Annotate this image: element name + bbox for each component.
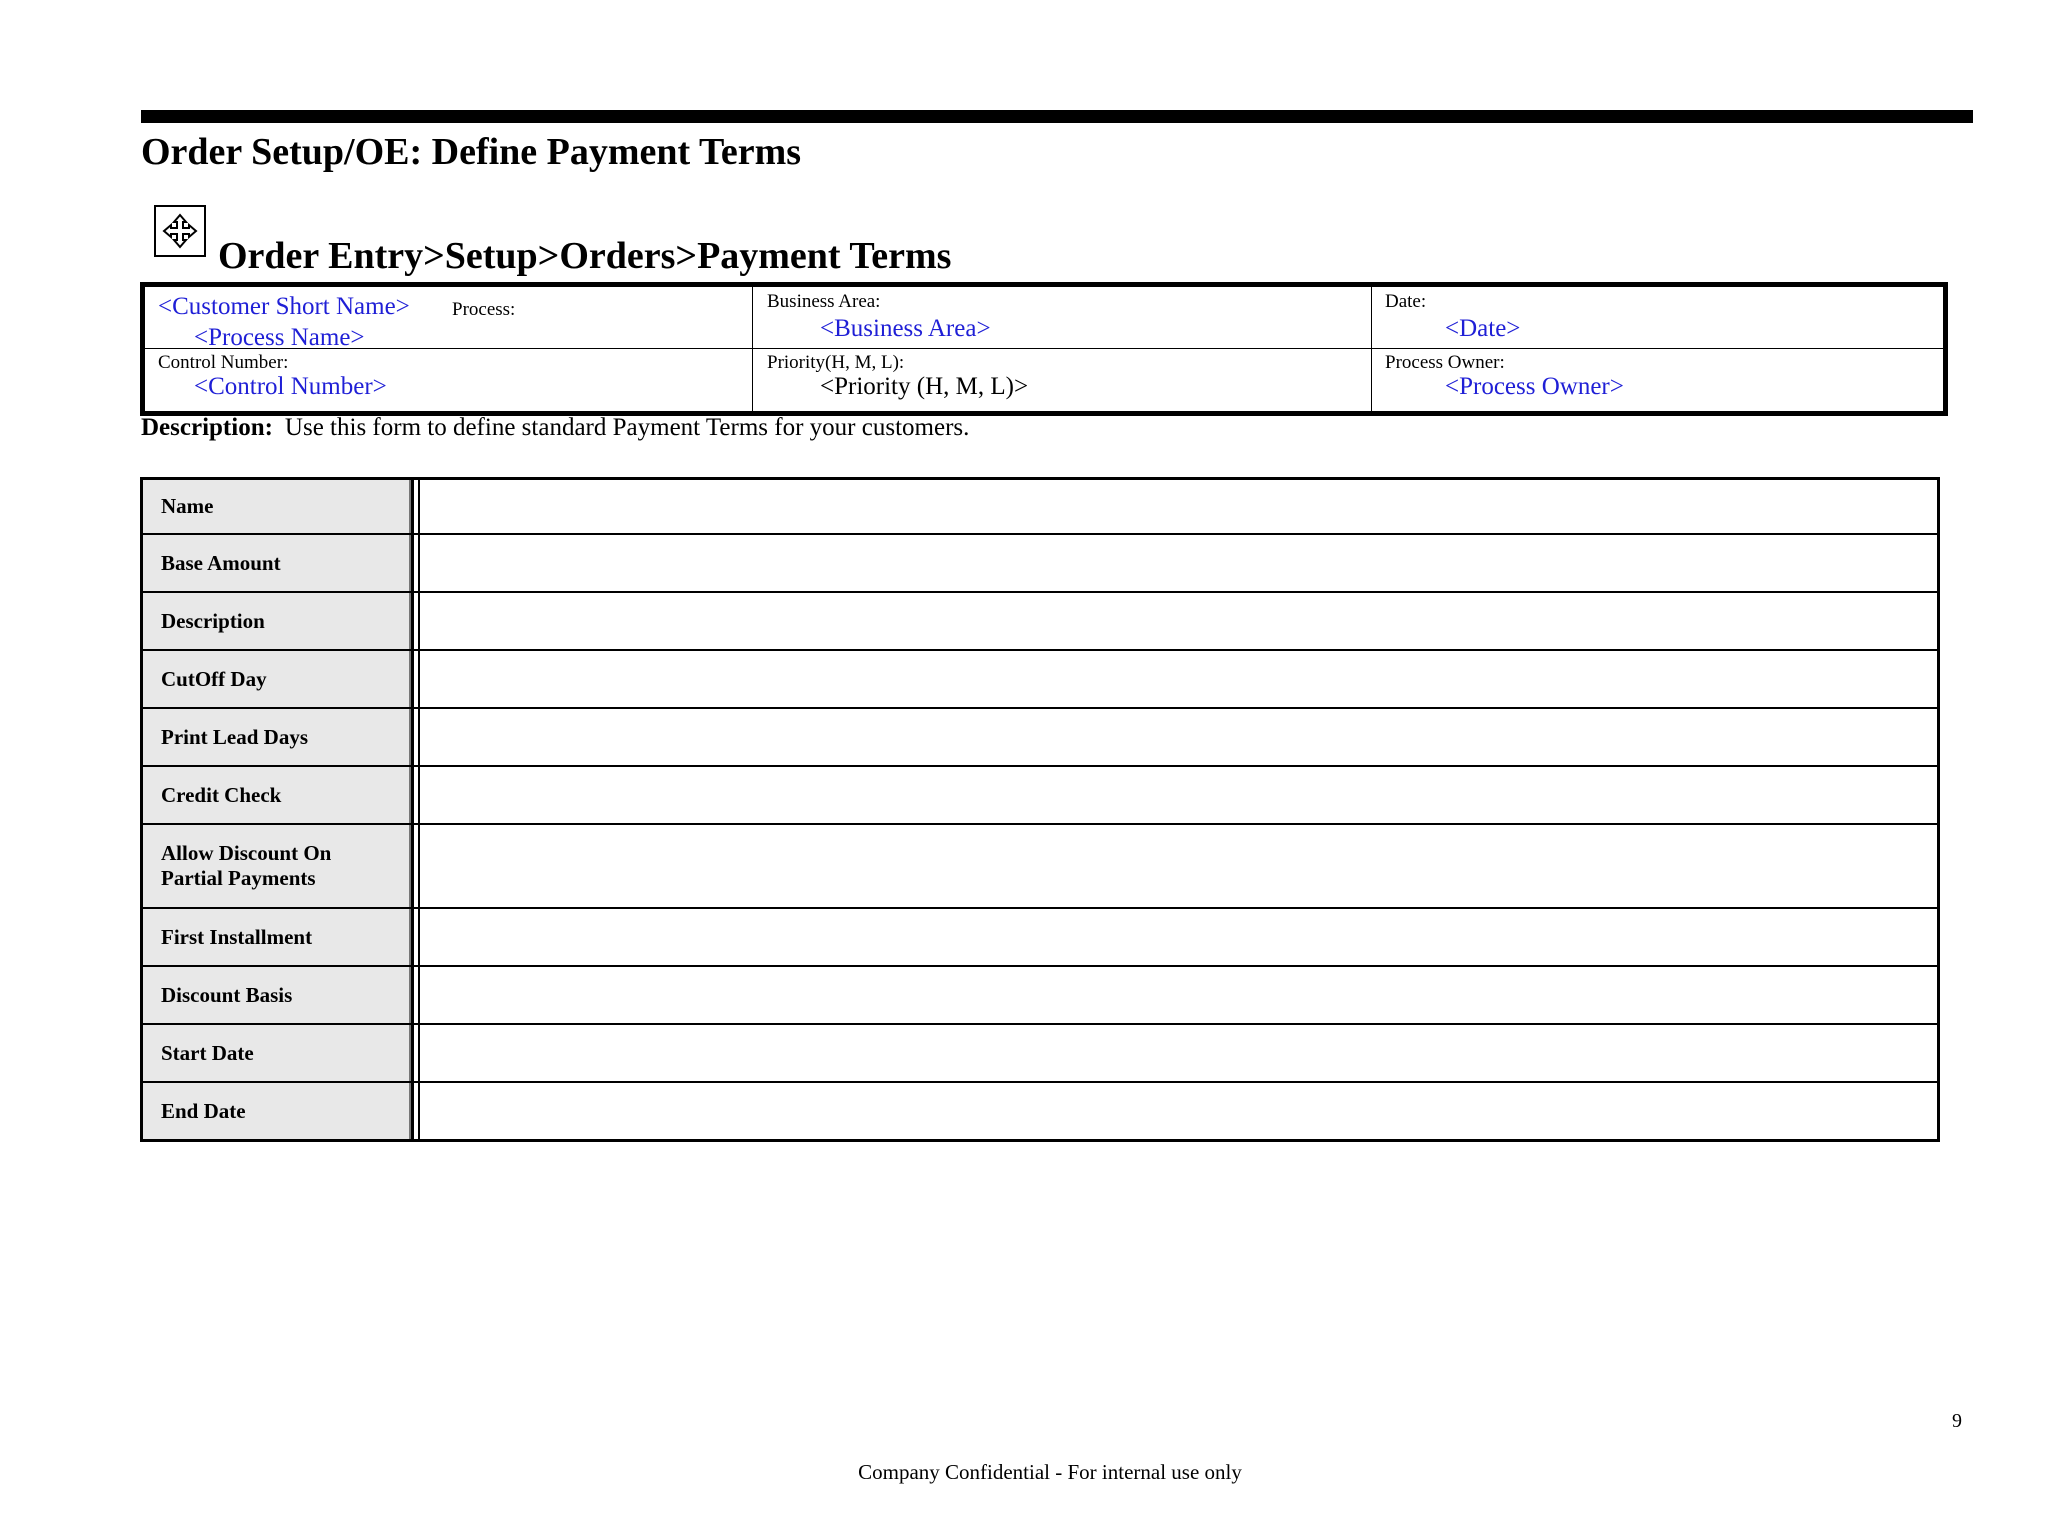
field-value-credit-check[interactable] [418, 767, 1937, 823]
table-row [140, 1083, 1940, 1142]
field-value-first-installment[interactable] [418, 909, 1937, 965]
business-area-label: Business Area: [767, 291, 881, 312]
payment-terms-field-table [140, 477, 1940, 1142]
table-row [140, 709, 1940, 767]
description-text: Use this form to define standard Payment Terms for your customers. [284, 414, 970, 441]
description-label: Description: [141, 414, 273, 441]
field-label-discount-basis: Discount Basis [143, 967, 414, 1023]
table-row [140, 477, 1940, 535]
date-cell [1372, 287, 1943, 349]
business-area-cell [753, 287, 1372, 349]
navigation-path: Order Entry>Setup>Orders>Payment Terms [218, 235, 952, 277]
field-label-base-amount: Base Amount [143, 535, 414, 591]
process-owner-label: Process Owner: [1385, 352, 1505, 373]
description [141, 414, 969, 442]
field-value-base-amount[interactable] [418, 535, 1937, 591]
field-label-first-installment: First Installment [143, 909, 414, 965]
control-number-label: Control Number: [158, 352, 289, 373]
date-value[interactable]: <Date> [1445, 315, 1521, 342]
top-rule [141, 110, 1973, 123]
field-label-description: Description [143, 593, 414, 649]
move-arrows-icon [154, 205, 206, 257]
control-number-cell [145, 349, 753, 411]
field-value-name[interactable] [418, 480, 1937, 533]
table-row [140, 1025, 1940, 1083]
process-header-table [140, 282, 1948, 416]
field-label-end-date: End Date [143, 1083, 414, 1139]
field-value-print-lead-days[interactable] [418, 709, 1937, 765]
field-value-discount-basis[interactable] [418, 967, 1937, 1023]
page-title: Order Setup/OE: Define Payment Terms [141, 131, 802, 173]
customer-short-name[interactable]: <Customer Short Name> [158, 293, 410, 320]
field-label-cutoff-day: CutOff Day [143, 651, 414, 707]
priority-cell [753, 349, 1372, 411]
page-number: 9 [1952, 1410, 1962, 1432]
process-name[interactable]: <Process Name> [194, 324, 365, 351]
field-value-description[interactable] [418, 593, 1937, 649]
field-label-print-lead-days: Print Lead Days [143, 709, 414, 765]
footer-confidential: Company Confidential - For internal use only [858, 1460, 1242, 1484]
field-value-cutoff-day[interactable] [418, 651, 1937, 707]
field-label-name: Name [143, 480, 414, 533]
field-value-end-date[interactable] [418, 1083, 1937, 1139]
table-row [140, 535, 1940, 593]
date-label: Date: [1385, 291, 1427, 312]
business-area-value[interactable]: <Business Area> [820, 315, 991, 342]
field-value-allow-discount-partial[interactable] [418, 825, 1937, 907]
process-owner-cell [1372, 349, 1943, 411]
field-label-allow-discount-partial: Allow Discount On Partial Payments [143, 825, 414, 907]
field-label-start-date: Start Date [143, 1025, 414, 1081]
control-number-value[interactable]: <Control Number> [194, 373, 387, 400]
process-cell [145, 287, 753, 349]
table-row [140, 651, 1940, 709]
table-row [140, 909, 1940, 967]
table-row [140, 767, 1940, 825]
field-label-credit-check: Credit Check [143, 767, 414, 823]
table-row [140, 825, 1940, 909]
process-owner-value[interactable]: <Process Owner> [1445, 373, 1624, 400]
priority-value[interactable]: <Priority (H, M, L)> [820, 373, 1029, 400]
priority-label: Priority(H, M, L): [767, 352, 905, 373]
field-value-start-date[interactable] [418, 1025, 1937, 1081]
table-row [140, 967, 1940, 1025]
process-label: Process: [452, 299, 516, 320]
table-row [140, 593, 1940, 651]
